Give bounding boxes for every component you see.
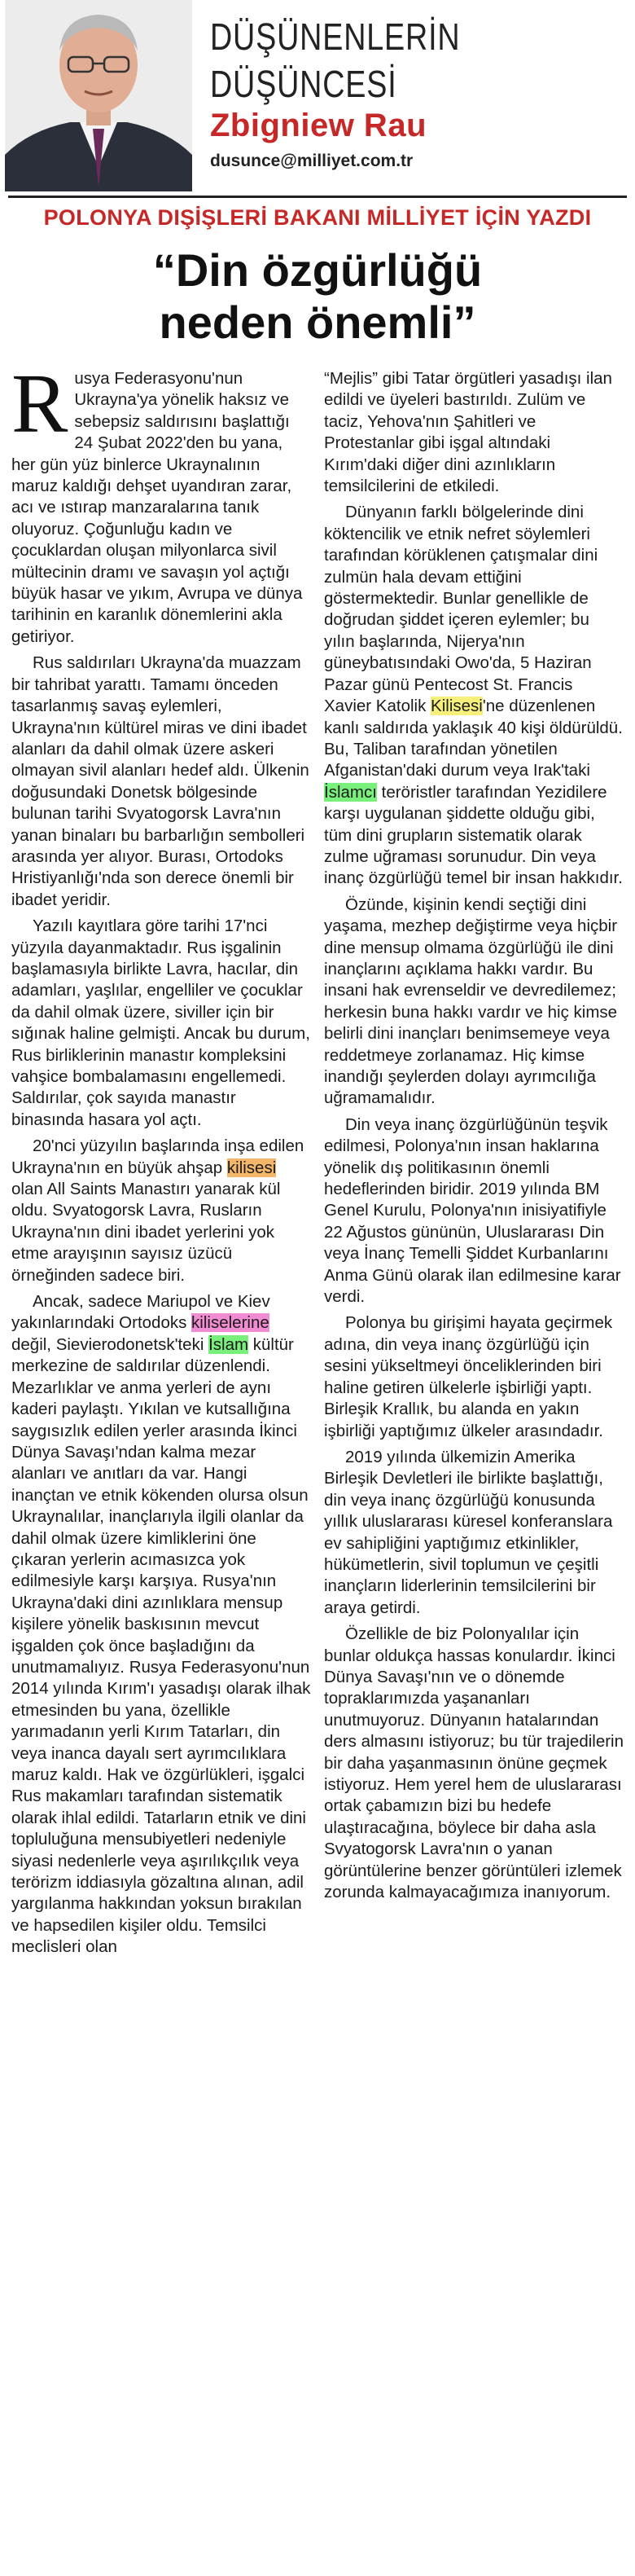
paragraph: Özünde, kişinin kendi seçtiği dini yaşama, mezhep değiştirme veya hiçbir dine mensup olmama özgürlüğü ile dini inançlarını açıklama hakkı vardır. Bu insani hak evrenseldir ve devredilemez; herkesin buna hakkı vardır ve hiç kimse belirli dini inançları benimsemeye veya reddetmeye zorlanamaz. Hiç kimse inandığı şeylerden dolayı ayrımcılığa uğramamalıdır. [324, 895, 618, 1108]
paragraph: Rusya Federasyonu'nun Ukrayna'ya yönelik haksız ve sebepsiz saldırısını başlattığı 24 Şubat 2022'den bu yana, her gün yüz binlerce Ukraynalının maruz kaldığı dehşet uyandıran zarar, acı ve ıstırap manzaralarına tanık oluyoruz. Çoğunluğu kadın ve çocuklardan oluşan milyonlarca sivil mültecinin dramı ve savaşın yol açtığı büyük hasar ve yıkım, Avrupa ve dünya tarihinin en karanlık dönemlerini akla getiriyor. [11, 357, 303, 646]
highlighted-word: kilisesi [226, 1158, 277, 1177]
highlighted-word: Kilisesi [431, 697, 483, 716]
paragraph: 20'nci yüzyılın başlarında inşa edilen Ukrayna'nın en büyük ahşap kilisesi olan All Saints Manastırı yanarak kül oldu. Svyatogorsk Lavra, Rusların Ukrayna'nın dini ibadet yerlerini yok etme arayışının sayısız üzücü örneğinden sadece biri. [11, 1136, 304, 1285]
paragraph: Özellikle de biz Polonyalılar için bunlar oldukça hassas konulardır. İkinci Dünya Savaşı'nın ve o dönemde topraklarımızda yaşananları unutmuyoruz. Dünyanın hatalarından ders almasını istiyoruz; bu tür trajedilerin bir daha yaşanmasının önüne geçmek istiyoruz. Hem yerel hem de uluslararası ortak çabamızın bizi bu hedefe ulaştıracağına, böylece bir daha asla Svyatogorsk Lavra'nın o yanan görüntülerine benzer görüntüleri izlemek zorunda kalmayacağımıza inanıyorum. [324, 1624, 624, 1902]
author-name: Zbigniew Rau [210, 108, 427, 143]
paragraph: 2019 yılında ülkemizin Amerika Birleşik Devletleri ile birlikte başlattığı, din veya inanç özgürlüğü konusunda yıllık uluslararası küresel konferanslara ev sahipliğini yaptığımız etkinlikler, hükümetlerin, sivil toplumun ve çeşitli inançların liderlerinin temsilcilerini bir araya getirdi. [324, 1447, 613, 1617]
column-title-line2: DÜŞÜNCESİ [210, 63, 397, 105]
paragraph: Polonya bu girişimi hayata geçirmek adına, din veya inanç özgürlüğü için sesini yükseltmeyi önceliklerinden biri haline getiren ülkelerle işbirliği yaptı. Birleşik Krallık, bu alanda en yakın işbirliği yaptığımız ülkeler arasındadır. [324, 1313, 613, 1440]
header-divider [8, 196, 627, 198]
highlighted-word: kiliselerine [191, 1313, 269, 1333]
column-header [0, 0, 635, 191]
paragraph: Ancak, sadece Mariupol ve Kiev yakınlarındaki Ortodoks kiliselerine değil, Sievierodonetsk'teki İslam kültür merkezine de saldırılar düzenlendi. Mezarlıklar ve anma yerleri de aynı kaderi paylaştı. Yıkılan ve kutsallığına saygısızlık edilen yerler arasında İkinci Dünya Savaşı'ndan kalma mezar alanları ve anıtları da var. Hangi inançtan ve etnik kökenden olursa olsun Ukraynalılar, inançlarıyla ilgili olanlar da dahil olmak üzere kimliklerini öne çıkaran yerlerin acımasızca yok edilmesiyle karşı karşıya. Rusya'nın Ukrayna'daki dini azınlıklara mensup kişilere yönelik baskısının mevcut işgalden çok önce başladığını da unutmamalıyız. Rusya Federasyonu'nun 2014 yılında Kırım'ı yasadışı olarak ilhak etmesinden bu yana, özellikle yarımadanın yerli Kırım Tatarları, din veya inanca dayalı sert ayrımcılıklara maruz kaldı. Hak ve özgürlükleri, işgalci Rus makamları tarafından sistematik olarak ihlal edildi. Tatarların etnik ve dini topluluğuna mensubiyetleri nedeniyle siyasi nedenlerle veya aşırılıkçılık veya terörizm iddiasıyla gözaltına alınan, adil yargılanma hakkından yoksun bırakılan ve hapsedilen kişiler oldu. Temsilci meclisleri olan [11, 1292, 311, 1957]
paragraph: Yazılı kayıtlara göre tarihi 17'nci yüzyıla dayanmaktadır. Rus işgalinin başlamasıyla birlikte Lavra, hacılar, din adamları, yaşlılar, engelliler ve çocuklar da dahil olmak üzere, siviller için bir sığınak haline gelmişti. Ancak bu durum, Rus birliklerinin manastır kompleksini vahşice bombalamasını engellemedi. Saldırılar, çok sayıda manastır binasında hasara yol açtı. [11, 917, 310, 1129]
article-column-right [324, 368, 624, 1908]
column-title [210, 13, 460, 108]
highlighted-word: İslamcı [324, 782, 377, 802]
paragraph: “Mejlis” gibi Tatar örgütleri yasadışı ilan edildi ve üyeleri bastırıldı. Zulüm ve taciz, Yehova'nın Şahitleri ve Protestanlar gibi işgal altındaki Kırım'daki diğer dini azınlıkların temsilcilerini de etkiledi. [324, 369, 612, 496]
author-photo [5, 0, 192, 191]
highlighted-word: İslam [208, 1334, 249, 1354]
paragraph: Rus saldırıları Ukrayna'da muazzam bir tahribat yarattı. Tamamı önceden tasarlanmış savaş eylemleri, Ukrayna'nın kültürel miras ve dini ibadet alanları da dahil olmak üzere askeri olmayan sivil alanları hedef aldı. Ülkenin doğusundaki Donetsk bölgesinde bulunan tarihi Svyatogorsk Lavra'nın yanan binaları bu barbarlığın sembolleri arasında yer alıyor. Burası, Ortodoks Hristiyanlığı'nda son derece önemli bir ibadet yeridir. [11, 653, 309, 909]
headline [0, 244, 635, 349]
column-title-line1: DÜŞÜNENLERİN [210, 15, 461, 58]
headline-line2: neden önemli” [159, 297, 476, 348]
paragraph: Din veya inanç özgürlüğünün teşvik edilmesi, Polonya'nın insan haklarına yönelik dış politikasının önemli hedeflerinden biridir. 2019 yılında BM Genel Kurulu, Polonya'nın inisiyatifiyle 22 Ağustos gününün, Uluslararası Din veya İnanç Temelli Şiddet Kurbanlarını Anma Günü olarak ilan edilmesine karar verdi. [324, 1114, 621, 1307]
drop-cap: R [11, 357, 68, 451]
author-email: dusunce@milliyet.com.tr [210, 152, 414, 170]
headline-line1: “Din özgürlüğü [152, 244, 483, 296]
author-portrait-illustration [5, 0, 192, 191]
supra-title: POLONYA DIŞİŞLERİ BAKANI MİLLİYET İÇİN YAZDI [43, 205, 592, 230]
article-column-left [11, 357, 311, 1963]
paragraph: Dünyanın farklı bölgelerinde dini köktencilik ve etnik nefret söylemleri tarafından körüklenen çatışmalar dini zulmün hala devam ettiğini göstermektedir. Bunlar genellikle de doğrudan şiddet içeren eylemler; bu yılın başlarında, Nijerya'nın güneybatısındaki Owo'da, 5 Haziran Pazar günü Pentecost St. Francis Xavier Katolik Kilisesi'ne düzenlenen kanlı saldırıda yaklaşık 40 kişi öldürüldü. Bu, Taliban tarafından yönetilen Afganistan'daki durum veya Irak'taki İslamcı teröristler tarafından Yezidilere karşı uygulanan şiddette olduğu gibi, tüm dini grupların sistematik olarak zulme uğraması sorunudur. Din veya inanç özgürlüğü temel bir insan hakkıdır. [324, 503, 623, 888]
